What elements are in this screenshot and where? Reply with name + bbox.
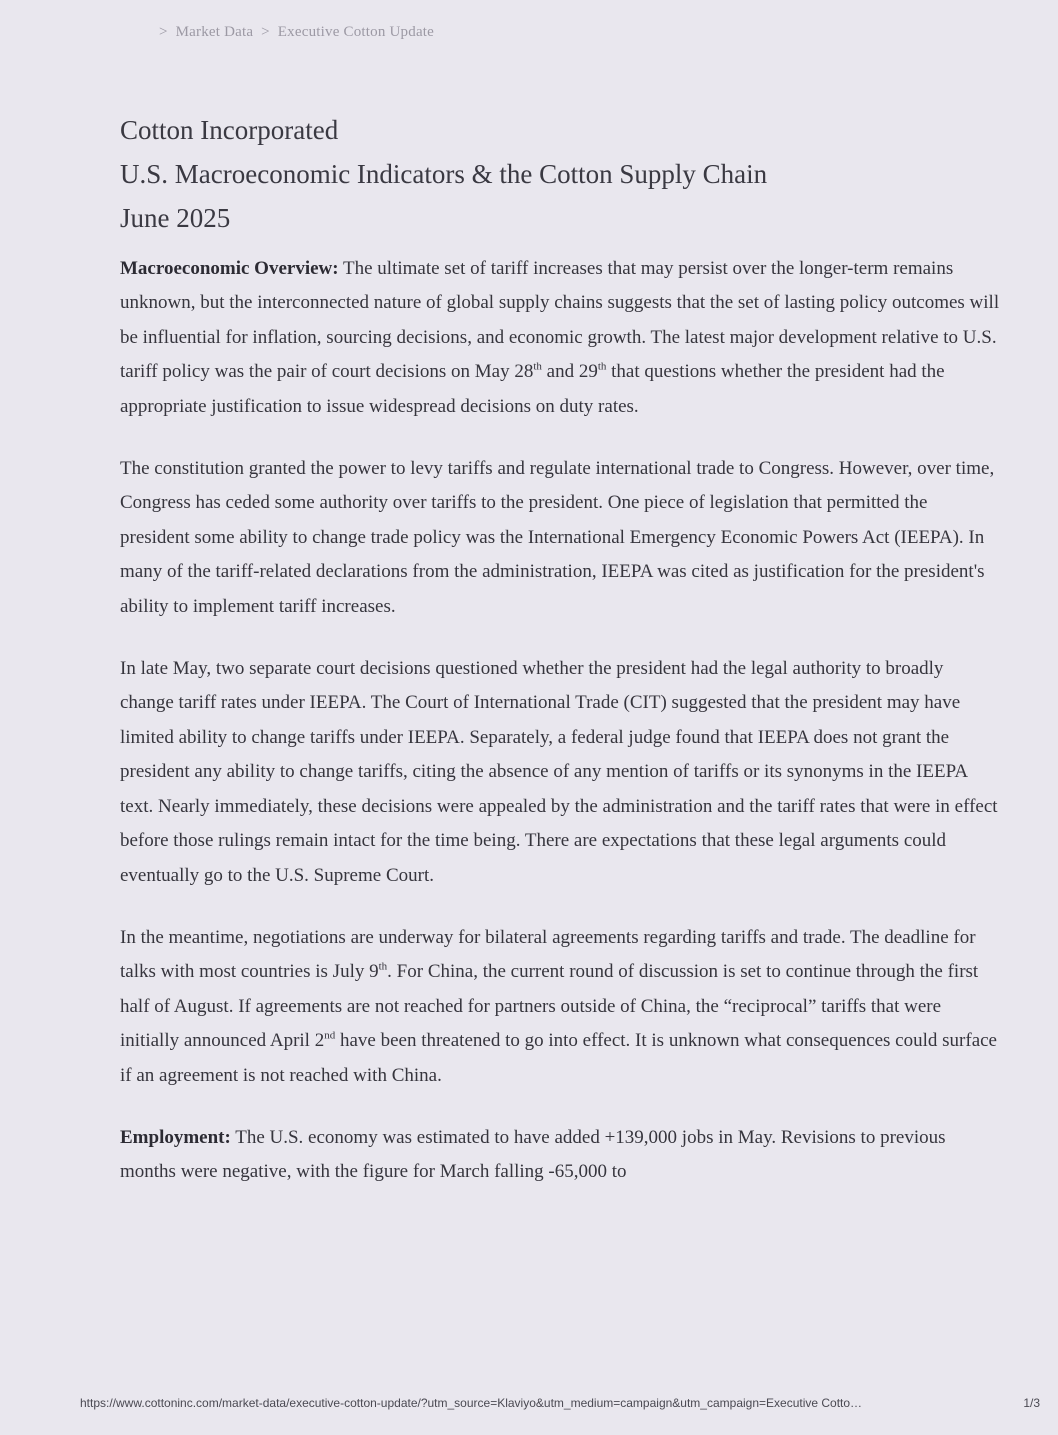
source-url: https://www.cottoninc.com/market-data/executive-cotton-update/?utm_source=Klaviyo&utm_medium=campaign&utm_campaign=Executive Cotto…: [80, 1396, 863, 1410]
breadcrumb-item-executive-cotton-update[interactable]: Executive Cotton Update: [277, 24, 435, 40]
section-label: Employment:: [120, 1126, 231, 1148]
breadcrumb-separator: >: [261, 24, 270, 40]
paragraph-negotiations: In the meantime, negotiations are underway for bilateral agreements regarding tariffs and trade. The deadline for talks with most countries is July 9th. For China, the current round of discussion is set to continue through the first half of August. If agreements are not reached for partners outside of China, the “reciprocal” tariffs that were initially announced April 2nd have been threatened to go into effect. It is unknown what consequences could surface if an agreement is not reached with China.: [120, 926, 997, 1086]
paragraph-macroeconomic-overview: Macroeconomic Overview: The ultimate set of tariff increases that may persist over the longer-term remains unknown, but the interconnected nature of global supply chains suggests that the set of lasting policy outcomes will be influential for inflation, sourcing decisions, and economic growth. The latest major development relative to U.S. tariff policy was the pair of court decisions on May 28th and 29th that questions whether the president had the appropriate justification to issue widespread decisions on duty rates.: [120, 258, 1000, 417]
paragraph-employment: Employment: The U.S. economy was estimated to have added +139,000 jobs in May. Revisions to previous months were negative, with the figure for March falling -65,000 to: [120, 1126, 946, 1183]
document-header: [120, 108, 767, 240]
section-label: Macroeconomic Overview:: [120, 258, 339, 279]
document-title: U.S. Macroeconomic Indicators & the Cotton Supply Chain: [120, 159, 768, 189]
paragraph-court-decisions: In late May, two separate court decisions questioned whether the president had the legal authority to broadly change tariff rates under IEEPA. The Court of International Trade (CIT) suggested that the president may have limited ability to change tariffs under IEEPA. Separately, a federal judge found that IEEPA does not grant the president any ability to change tariffs, citing the absence of any mention of tariffs or its synonyms in the IEEPA text. Nearly immediately, these decisions were appealed by the administration and the tariff rates that were in effect before those rulings remain intact for the time being. There are expectations that these legal arguments could eventually go to the U.S. Supreme Court.: [120, 658, 998, 886]
document-date: June 2025: [120, 203, 231, 233]
paragraph-constitution: The constitution granted the power to levy tariffs and regulate international trade to Congress. However, over time, Congress has ceded some authority over tariffs to the president. One piece of legislation that permitted the president some ability to change trade policy was the International Emergency Economic Powers Act (IEEPA). In many of the tariff-related declarations from the administration, IEEPA was cited as justification for the president's ability to implement tariff increases.: [120, 458, 995, 617]
organization-name: Cotton Incorporated: [120, 115, 339, 145]
breadcrumb: [155, 24, 434, 41]
breadcrumb-item-market-data[interactable]: Market Data: [175, 24, 254, 40]
document-body: [120, 252, 1000, 1218]
page-number: 1/3: [1023, 1396, 1040, 1410]
breadcrumb-separator: >: [159, 24, 168, 40]
